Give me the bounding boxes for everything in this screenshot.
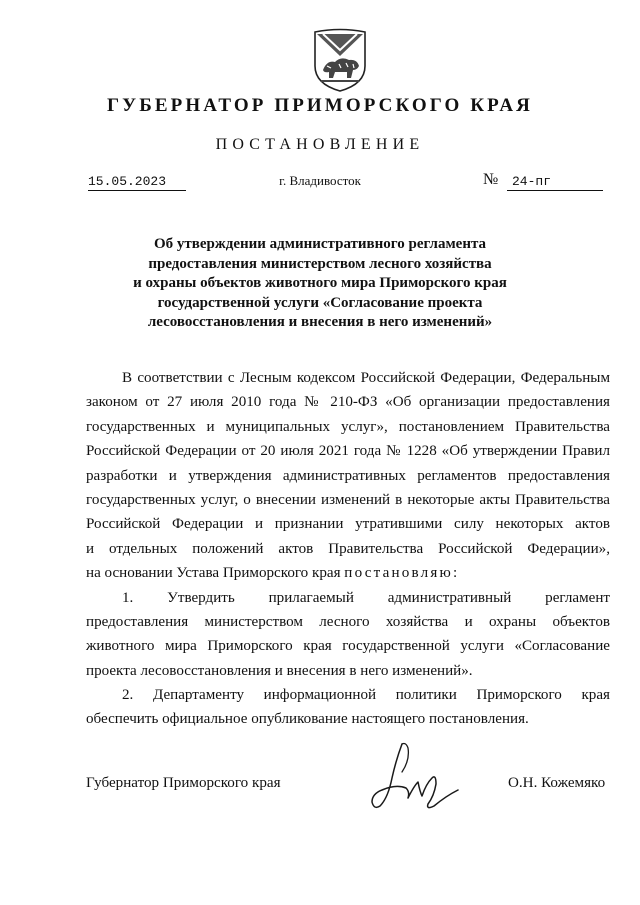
number-sign: № — [483, 171, 499, 188]
item2-line: 2. Департаменту информационной политики Приморского края — [122, 687, 610, 704]
title-line: лесовосстановления и внесения в него изменений» — [147, 314, 493, 331]
item2-line: обеспечить официальное опубликование настоящего постановления. — [86, 711, 529, 728]
document-date: 15.05.2023 — [88, 174, 186, 191]
body-line: В соответствии с Лесным кодексом Российской Федерации, Федеральным — [122, 370, 610, 386]
document-type: ПОСТАНОВЛЕНИЕ — [215, 136, 425, 153]
document-title — [110, 235, 530, 333]
title-line: и охраны объектов животного мира Приморского края — [133, 275, 507, 292]
item1-line: животного мира Приморского края государственной услуги «Согласование — [86, 638, 610, 655]
body-line: и отдельных положений актов Правительства Российской Федерации», — [86, 540, 610, 557]
body-line: разработки и утверждения административных регламентов предоставления — [86, 467, 610, 484]
coat-of-arms-icon — [313, 26, 367, 92]
issuer-title: ГУБЕРНАТОР ПРИМОРСКОГО КРАЯ — [106, 95, 533, 116]
document-body — [86, 366, 610, 732]
item1-line: предоставления министерством лесного хозяйства и охраны объектов — [86, 613, 610, 630]
body-line: государственных услуг, о внесении изменений в некоторые акты Правительства — [86, 491, 610, 508]
body-line: Российской Федерации от 20 июля 2021 года № 1228 «Об утверждении Правил — [86, 443, 610, 460]
resolve-prefix: на основании Устава Приморского края — [86, 565, 345, 582]
resolve-keyword: постановляю: — [344, 565, 460, 582]
handwritten-signature — [366, 738, 464, 814]
item1-line: 1. Утвердить прилагаемый административный регламент — [122, 589, 610, 606]
title-line: Об утверждении административного регламента — [153, 236, 487, 252]
title-line: предоставления министерством лесного хозяйства — [148, 255, 492, 272]
body-line-resolve — [86, 561, 610, 585]
signatory-role: Губернатор Приморского края — [86, 775, 281, 791]
document-number: 24-пг — [507, 174, 603, 191]
title-line: государственной услуги «Согласование проекта — [157, 294, 483, 311]
document-place: г. Владивосток — [279, 173, 361, 188]
body-line: законом от 27 июля 2010 года № 210-ФЗ «Об организации предоставления — [86, 394, 610, 411]
signatory-name: О.Н. Кожемяко — [508, 775, 606, 791]
body-line: государственных и муниципальных услуг», постановлением Правительства — [86, 418, 610, 435]
body-line: Российской Федерации и признании утратившими силу некоторых актов — [86, 516, 610, 533]
item1-line: проекта лесовосстановления и внесения в него изменений». — [86, 662, 473, 679]
